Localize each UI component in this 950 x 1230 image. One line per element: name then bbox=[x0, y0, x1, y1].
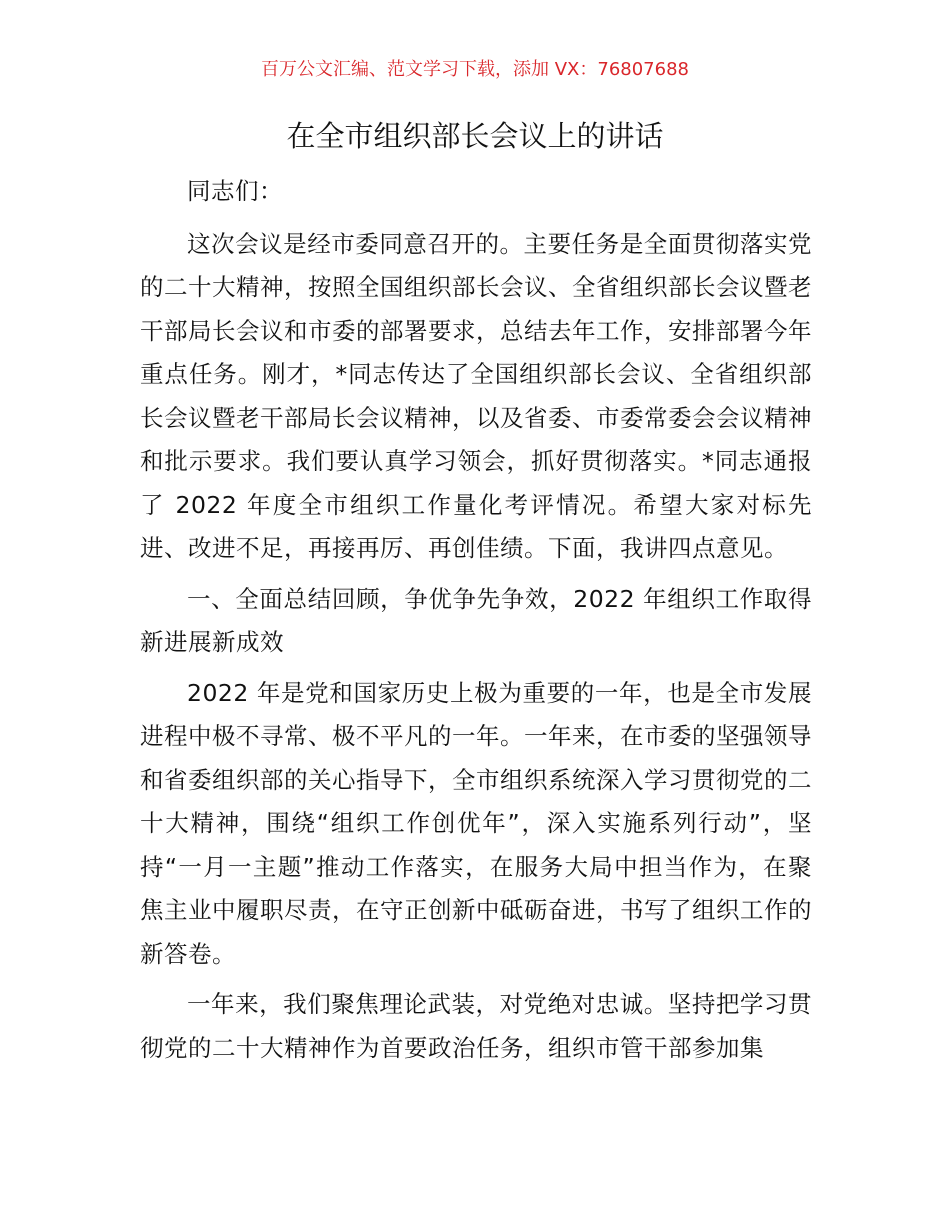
paragraph-2-heading: 一、全面总结回顾，争优争先争效，2022 年组织工作取得新进展新成效 bbox=[140, 584, 812, 656]
document-body bbox=[140, 170, 812, 1077]
salutation: 同志们： bbox=[187, 177, 283, 205]
paragraph-4: 一年来，我们聚焦理论武装，对党绝对忠诚。坚持把学习贯彻党的二十大精神作为首要政治任务，组织市管干部参加集 bbox=[140, 990, 812, 1062]
watermark-banner: 百万公文汇编、范文学习下载，添加 VX：76807688 bbox=[261, 59, 689, 80]
paragraph-1: 这次会议是经市委同意召开的。主要任务是全面贯彻落实党的二十大精神，按照全国组织部长会议、全省组织部长会议暨老干部局长会议和市委的部署要求，总结去年工作，安排部署今年重点任务。刚才，*同志传达了全国组织部长会议、全省组织部长会议暨老干部局长会议精神，以及省委、市委常委会会议精神和批示要求。我们要认真学习领会，抓好贯彻落实。*同志通报了 2022 年度全市组织工作量化考评情况。希望大家对标先进、改进不足，再接再厉、再创佳绩。下面，我讲四点意见。 bbox=[140, 229, 812, 562]
page-title: 在全市组织部长会议上的讲话 bbox=[286, 119, 664, 153]
paragraph-3: 2022 年是党和国家历史上极为重要的一年，也是全市发展进程中极不寻常、极不平凡的一年。一年来，在市委的坚强领导和省委组织部的关心指导下，全市组织系统深入学习贯彻党的二十大精神，围绕“组织工作创优年”，深入实施系列行动”，坚持“一月一主题”推动工作落实，在服务大局中担当作为，在聚焦主业中履职尽责，在守正创新中砥砺奋进，书写了组织工作的新答卷。 bbox=[140, 678, 812, 968]
